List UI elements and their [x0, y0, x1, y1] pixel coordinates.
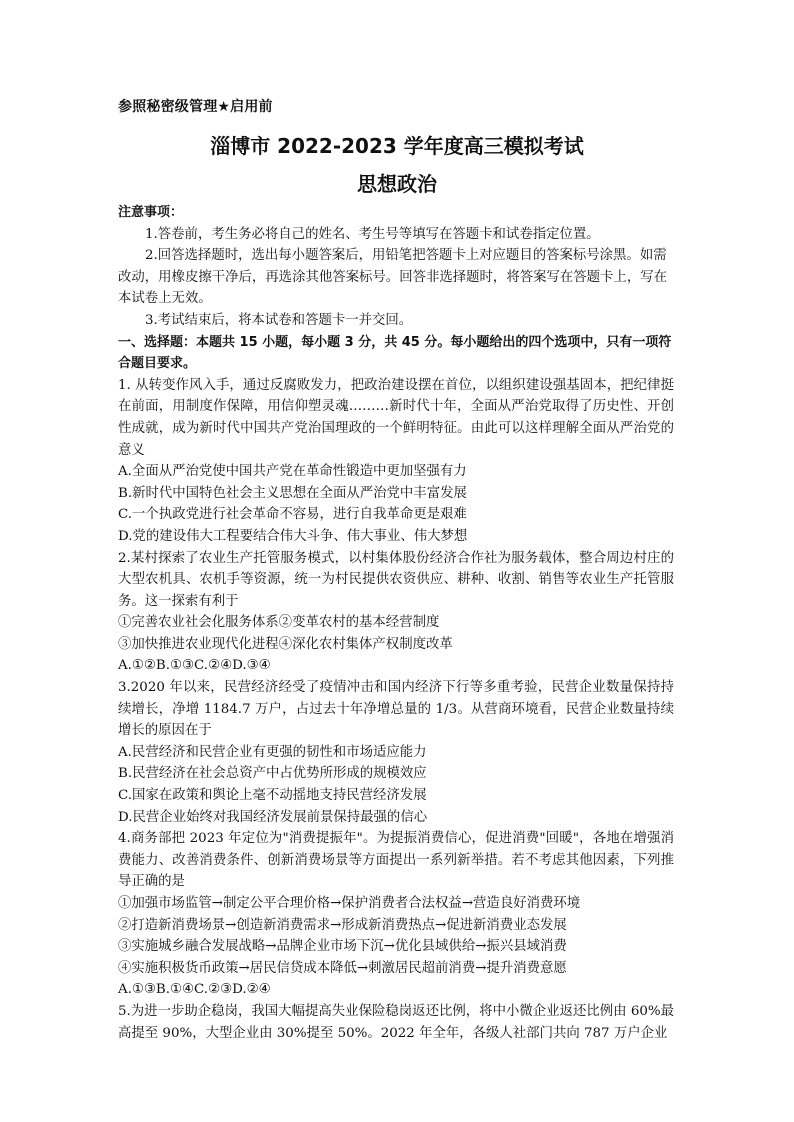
notice-item: 3.考试结束后，将本试卷和答题卡一并交回。	[145, 312, 413, 328]
statement-line: ③实施城乡融合发展战略→品牌企业市场下沉→优化县域供给→振兴县域消费	[118, 939, 567, 955]
question-stem: 2.某村探索了农业生产托管服务模式，以村集体股份经济合作社为服务载体，整合周边村庄的大型农机具、农机手等资源，统一为村民提供农资供应、耕种、收割、销售等农业生产托管服务。这一探索有利于	[118, 550, 674, 609]
answer-option: A.民营经济和民营企业有更强的韧性和市场适应能力	[118, 744, 427, 760]
answer-option: D.党的建设伟大工程要结合伟大斗争、伟大事业、伟大梦想	[118, 528, 468, 544]
question-3	[118, 677, 674, 828]
answer-option: B.新时代中国特色社会主义思想在全面从严治党中丰富发展	[118, 485, 467, 501]
question-stem: 5.为进一步助企稳岗，我国大幅提高失业保险稳岗返还比例，将中小微企业返还比例由 60%最高提至 90%，大型企业由 30%提至 50%。2022 年全年，各级人社部门共向 787 万户企业	[118, 1003, 674, 1041]
answer-options: A.①③B.①④C.②③D.②④	[118, 982, 271, 998]
question-4	[118, 828, 674, 1001]
question-stem: 3.2020 年以来，民营经济经受了疫情冲击和国内经济下行等多重考验，民营企业数量保持持续增长，净增 1184.7 万户，占过去十年净增总量的 1/3。从营商环境看，民营企业数量持续增长的原因在于	[118, 680, 674, 739]
question-5	[118, 1001, 674, 1044]
answer-option: A.全面从严治党使中国共产党在革命性锻造中更加坚强有力	[118, 464, 467, 480]
subject-title: 思想政治	[357, 172, 437, 196]
confidential-label: 参照秘密级管理★启用前	[118, 99, 273, 115]
answer-option: B.民营经济在社会总资产中占优势所形成的规模效应	[118, 766, 427, 782]
question-stem: 4.商务部把 2023 年定位为"消费提振年"。为提振消费信心，促进消费"回暖"，各地在增强消费能力、改善消费条件、创新消费场景等方面提出一系列新举措。若不考虑其他因素，下列推导正确的是	[118, 831, 674, 890]
exam-title: 淄博市 2022-2023 学年度高三模拟考试	[210, 134, 584, 158]
section-heading: 一、选择题：本题共 15 小题，每小题 3 分，共 45 分。每小题给出的四个选项中，只有一项符合题目要求。	[118, 334, 672, 372]
answer-option: C.一个执政党进行社会革命不容易，进行自我革命更是艰难	[118, 507, 467, 523]
question-2	[118, 548, 674, 678]
answer-options: A.①②B.①③C.②④D.③④	[118, 658, 271, 674]
question-1	[118, 375, 674, 548]
answer-option: D.民营企业始终对我国经济发展前景保持最强的信心	[118, 809, 428, 825]
statement-line: ①完善农业社会化服务体系②变革农村的基本经营制度	[118, 615, 440, 631]
notice-item: 1.答卷前，考生务必将自己的姓名、考生号等填写在答题卡和试卷指定位置。	[145, 226, 600, 242]
answer-option: C.国家在政策和舆论上毫不动摇地支持民营经济发展	[118, 788, 427, 804]
notice-item: 2.回答选择题时，选出每小题答案后，用铅笔把答题卡上对应题目的答案标号涂黑。如需改动，用橡皮擦干净后，再选涂其他答案标号。回答非选择题时，将答案写在答题卡上，写在本试卷上无效。	[118, 248, 668, 307]
statement-line: ②打造新消费场景→创造新消费需求→形成新消费热点→促进新消费业态发展	[118, 917, 567, 933]
statement-line: ④实施积极货币政策→居民信贷成本降低→刺激居民超前消费→提升消费意愿	[118, 960, 567, 976]
statement-line: ①加强市场监管→制定公平合理价格→保护消费者合法权益→营造良好消费环境	[118, 896, 581, 911]
notice-heading: 注意事项：	[118, 205, 184, 220]
statement-line: ③加快推进农业现代化进程④深化农村集体产权制度改革	[118, 636, 453, 652]
question-stem: 1. 从转变作风入手，通过反腐败发力，把政治建设摆在首位，以组织建设强基固本，把纪律挺在前面，用制度作保障，用信仰塑灵魂………新时代十年，全面从严治党取得了历史性、开创性成就，成为新时代中国共产党治国理政的一个鲜明特征。由此可以这样理解全面从严治党的意义	[118, 377, 674, 458]
exam-content	[118, 202, 674, 1044]
